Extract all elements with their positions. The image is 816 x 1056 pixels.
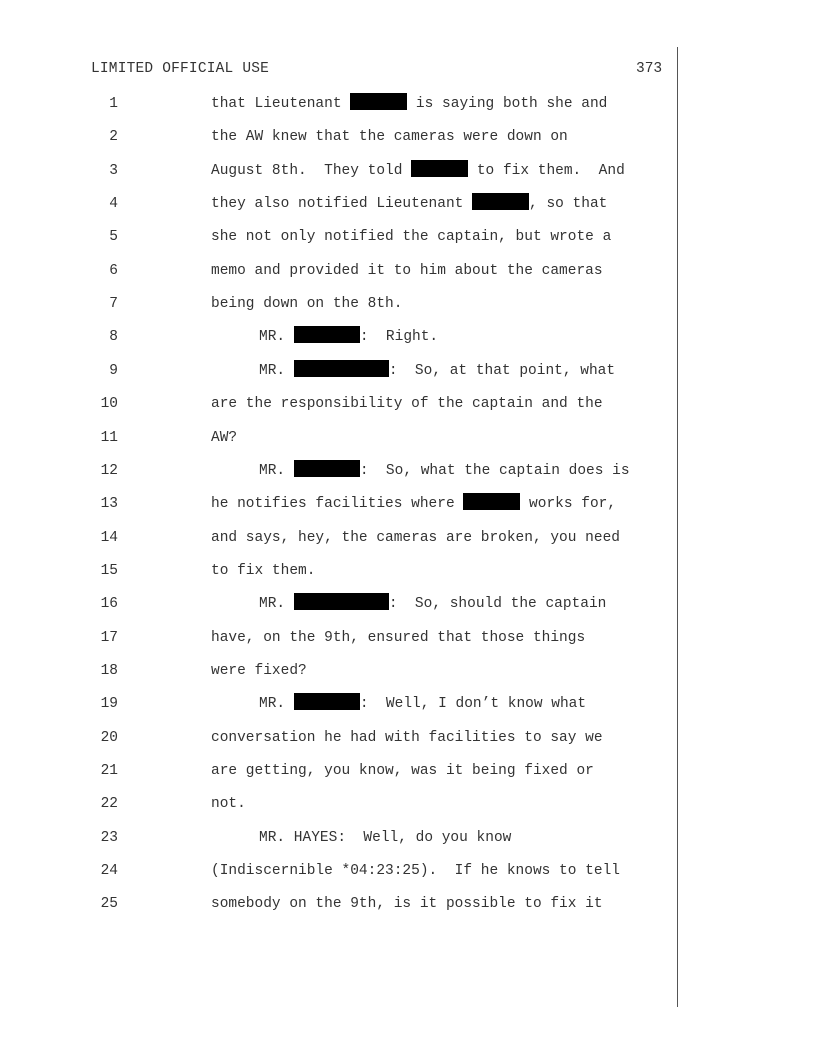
redaction-box bbox=[350, 93, 407, 110]
line-text bbox=[259, 460, 630, 482]
text-segment: were fixed? bbox=[211, 662, 307, 679]
line-number: 8 bbox=[109, 329, 118, 346]
line-number: 5 bbox=[109, 229, 118, 246]
text-segment: she not only notified the captain, but wrote a bbox=[211, 229, 612, 246]
line-number: 22 bbox=[100, 796, 118, 813]
line-text bbox=[211, 727, 603, 749]
page-number: 373 bbox=[636, 61, 663, 77]
text-segment: MR. bbox=[259, 696, 294, 713]
transcript-line bbox=[0, 527, 816, 549]
redaction-box bbox=[411, 160, 468, 177]
transcript-line bbox=[0, 793, 816, 815]
transcript-line bbox=[0, 693, 816, 715]
text-segment: August 8th. They told bbox=[211, 162, 412, 179]
transcript-line bbox=[0, 226, 816, 248]
transcript-line bbox=[0, 393, 816, 415]
text-segment: to fix them. And bbox=[468, 162, 625, 179]
line-text bbox=[211, 660, 307, 682]
line-text bbox=[211, 893, 603, 915]
text-segment: and says, hey, the cameras are broken, you need bbox=[211, 529, 620, 546]
transcript-line bbox=[0, 493, 816, 515]
text-segment: : So, at that point, what bbox=[388, 362, 616, 379]
redaction-box bbox=[294, 326, 360, 343]
transcript-line bbox=[0, 293, 816, 315]
line-text bbox=[211, 860, 620, 882]
text-segment: the AW knew that the cameras were down on bbox=[211, 129, 568, 146]
transcript-line bbox=[0, 627, 816, 649]
text-segment: works for, bbox=[520, 496, 617, 513]
transcript-line bbox=[0, 93, 816, 115]
text-segment: they also notified Lieutenant bbox=[211, 196, 473, 213]
line-number: 11 bbox=[100, 429, 118, 446]
line-text bbox=[259, 326, 438, 348]
line-text bbox=[211, 93, 607, 115]
transcript-line bbox=[0, 260, 816, 282]
redaction-box bbox=[472, 193, 529, 210]
text-segment: MR. bbox=[259, 329, 294, 346]
text-segment: have, on the 9th, ensured that those things bbox=[211, 629, 586, 646]
text-segment: , so that bbox=[529, 196, 608, 213]
text-segment: : Well, I don’t know what bbox=[359, 696, 587, 713]
line-number: 20 bbox=[100, 729, 118, 746]
line-text bbox=[211, 760, 594, 782]
line-text bbox=[211, 293, 402, 315]
transcript-line bbox=[0, 126, 816, 148]
transcript-line bbox=[0, 326, 816, 348]
redaction-box bbox=[294, 693, 360, 710]
line-number: 25 bbox=[100, 896, 118, 913]
text-segment: (Indiscernible *04:23:25). If he knows to tell bbox=[211, 863, 620, 880]
text-segment: that Lieutenant bbox=[211, 96, 351, 112]
line-text bbox=[211, 560, 315, 582]
line-text bbox=[211, 427, 237, 449]
text-segment: not. bbox=[211, 796, 246, 813]
transcript-line bbox=[0, 593, 816, 615]
line-number: 2 bbox=[109, 129, 118, 146]
line-text bbox=[211, 226, 611, 248]
line-text bbox=[211, 627, 585, 649]
line-text bbox=[259, 827, 511, 849]
line-number: 17 bbox=[100, 629, 118, 646]
line-text bbox=[259, 693, 586, 715]
line-number: 14 bbox=[100, 529, 118, 546]
transcript-line bbox=[0, 427, 816, 449]
text-segment: MR. bbox=[259, 362, 294, 379]
transcript-line bbox=[0, 360, 816, 382]
redaction-box bbox=[463, 493, 520, 510]
line-number: 23 bbox=[100, 829, 118, 846]
transcript-line bbox=[0, 193, 816, 215]
line-number: 16 bbox=[100, 596, 118, 613]
transcript-line bbox=[0, 860, 816, 882]
line-number: 15 bbox=[100, 562, 118, 579]
line-number: 18 bbox=[100, 662, 118, 679]
line-number: 1 bbox=[109, 96, 118, 112]
redaction-box bbox=[294, 460, 360, 477]
line-number: 6 bbox=[109, 262, 118, 279]
line-text bbox=[211, 126, 568, 148]
line-text bbox=[211, 793, 246, 815]
line-text bbox=[211, 160, 625, 182]
line-text bbox=[211, 193, 607, 215]
line-number: 3 bbox=[109, 162, 118, 179]
text-segment: : Right. bbox=[359, 329, 439, 346]
transcript-line bbox=[0, 660, 816, 682]
text-segment: somebody on the 9th, is it possible to fix it bbox=[211, 896, 603, 913]
text-segment: MR. bbox=[259, 462, 294, 479]
line-text bbox=[211, 393, 603, 415]
redaction-box bbox=[294, 593, 389, 610]
text-segment: is saying both she and bbox=[407, 96, 608, 112]
text-segment: : So, should the captain bbox=[388, 596, 607, 613]
page-header-classification: LIMITED OFFICIAL USE bbox=[91, 61, 270, 77]
line-number: 21 bbox=[100, 763, 118, 779]
line-number: 10 bbox=[100, 396, 118, 413]
redaction-box bbox=[294, 360, 389, 377]
line-number: 7 bbox=[109, 296, 118, 313]
line-text bbox=[259, 360, 615, 382]
text-segment: he notifies facilities where bbox=[211, 496, 464, 513]
transcript-line bbox=[0, 560, 816, 582]
line-text bbox=[211, 493, 616, 515]
line-number: 13 bbox=[100, 496, 118, 513]
line-number: 9 bbox=[109, 362, 118, 379]
text-segment: AW? bbox=[211, 429, 238, 446]
text-segment: conversation he had with facilities to say we bbox=[211, 729, 603, 746]
transcript-line bbox=[0, 893, 816, 915]
transcript-line bbox=[0, 727, 816, 749]
text-segment: are getting, you know, was it being fixed or bbox=[211, 763, 594, 779]
line-number: 12 bbox=[100, 462, 118, 479]
text-segment: MR. bbox=[259, 596, 294, 613]
line-number: 19 bbox=[100, 696, 118, 713]
line-number: 4 bbox=[109, 196, 118, 213]
line-text bbox=[259, 593, 606, 615]
text-segment: MR. HAYES: Well, do you know bbox=[259, 829, 512, 846]
transcript-line bbox=[0, 160, 816, 182]
transcript-line bbox=[0, 827, 816, 849]
text-segment: being down on the 8th. bbox=[211, 296, 403, 313]
line-text bbox=[211, 527, 620, 549]
transcript-line bbox=[0, 460, 816, 482]
text-segment: are the responsibility of the captain and the bbox=[211, 396, 603, 413]
text-segment: to fix them. bbox=[211, 562, 316, 579]
text-segment: : So, what the captain does is bbox=[359, 462, 630, 479]
transcript-line bbox=[0, 760, 816, 782]
line-number: 24 bbox=[100, 863, 118, 880]
line-text bbox=[211, 260, 603, 282]
text-segment: memo and provided it to him about the cameras bbox=[211, 262, 603, 279]
